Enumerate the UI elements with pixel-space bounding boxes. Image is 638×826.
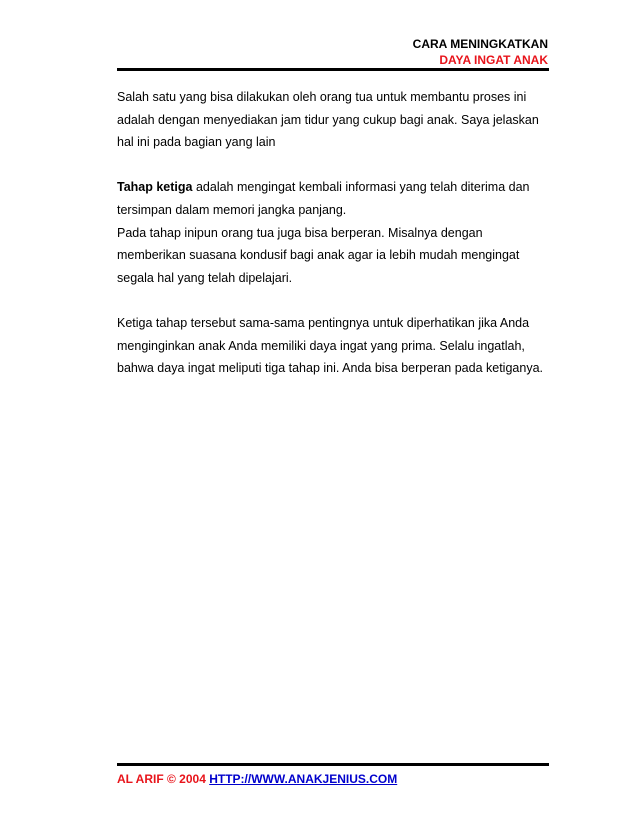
paragraph-2-bold-term: Tahap ketiga xyxy=(117,180,193,195)
paragraph-1: Salah satu yang bisa dilakukan oleh orang tua untuk membantu proses ini adalah dengan menyediakan jam tidur yang cukup bagi anak. Saya jelaskan hal ini pada bagian yang lain xyxy=(117,90,539,150)
page-header xyxy=(413,36,548,68)
header-title-line1: CARA MENINGKATKAN xyxy=(412,37,548,51)
paragraph-3: Ketiga tahap tersebut sama-sama pentingnya untuk diperhatikan jika Anda menginginkan anak Anda memiliki daya ingat yang prima. Selalu ingatlah, bahwa daya ingat meliputi tiga tahap ini. Anda bisa berperan pada ketiganya. xyxy=(117,315,543,376)
paragraph-2-text: adalah mengingat kembali informasi yang telah diterima dan tersimpan dalam memori jangka panjang. xyxy=(117,180,530,217)
page-footer xyxy=(117,771,397,787)
header-title-line2: DAYA INGAT ANAK xyxy=(439,53,548,67)
footer-website-link[interactable]: HTTP://WWW.ANAKJENIUS.COM xyxy=(209,772,398,786)
footer-author: AL ARIF © 2004 xyxy=(117,772,206,786)
paragraph-2-continuation: Pada tahap inipun orang tua juga bisa berperan. Misalnya dengan memberikan suasana kondusif bagi anak agar ia lebih mudah mengingat segala hal yang telah dipelajari. xyxy=(117,225,520,285)
footer-divider xyxy=(117,763,549,766)
document-body xyxy=(117,86,549,402)
header-divider xyxy=(117,68,549,71)
paragraph-2 xyxy=(117,176,549,289)
